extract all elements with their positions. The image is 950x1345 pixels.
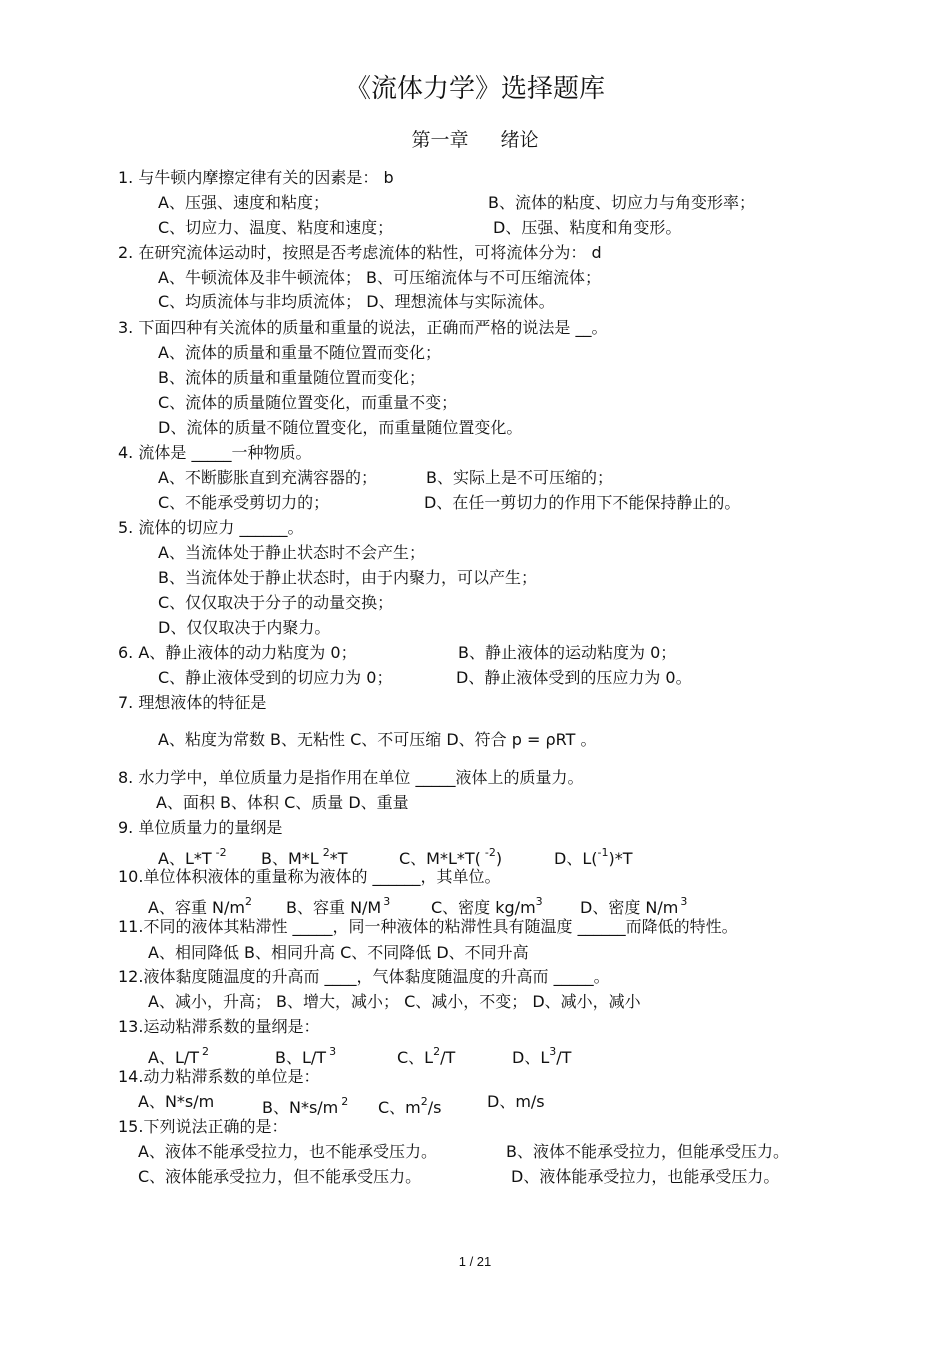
question-9: 9. 单位质量力的量纲是 xyxy=(118,818,283,837)
chapter-heading xyxy=(0,127,950,153)
q4-option-a: A、不断膨胀直到充满容器的； xyxy=(158,468,377,487)
question-8: 8. 水力学中，单位质量力是指作用在单位 _____液体上的质量力。 xyxy=(118,768,584,787)
q5-option-b: B、当流体处于静止状态时，由于内聚力，可以产生； xyxy=(158,568,537,587)
q9-option-c: C、M*L*T( $^{-2}$) xyxy=(399,846,503,868)
q14-option-a: A、N*s/m xyxy=(138,1092,215,1111)
question-6: 6. A、静止液体的动力粘度为 0； xyxy=(118,643,357,662)
q14-option-d: D、m/s xyxy=(487,1092,545,1111)
q6-option-c: C、静止液体受到的切应力为 0； xyxy=(158,668,393,687)
question-15: 15.下列说法正确的是： xyxy=(118,1117,288,1136)
q13-option-d: D、$L^3/T$ xyxy=(512,1045,572,1067)
q5-option-d: D、仅仅取决于内聚力。 xyxy=(158,618,331,637)
q10-option-a: A、容重 $N/m^2$ xyxy=(148,895,252,917)
q3-option-c: C、流体的质量随位置变化，而重量不变； xyxy=(158,393,458,412)
q13-option-c: C、$L^2/T$ xyxy=(397,1045,456,1067)
question-1: 1. 与牛顿内摩擦定律有关的因素是： b xyxy=(118,168,394,187)
q7-options: A、粘度为常数 B、无粘性 C、不可压缩 D、符合 p = ρRT 。 xyxy=(158,730,597,749)
q13-option-b: B、L/T $^3$ xyxy=(275,1045,337,1067)
q3-option-d: D、流体的质量不随位置变化，而重量随位置变化。 xyxy=(158,418,523,437)
chapter-name: 绪论 xyxy=(500,129,539,151)
q1-option-b: B、流体的粘度、切应力与角变形率； xyxy=(488,193,755,212)
document-title: 《流体力学》选择题库 xyxy=(344,74,605,104)
q15-option-a: A、液体不能承受拉力，也不能承受压力。 xyxy=(138,1142,437,1161)
q15-option-c: C、液体能承受拉力，但不能承受压力。 xyxy=(138,1167,422,1186)
q10-option-b: B、容重 N/M $^3$ xyxy=(286,895,391,917)
question-3: 3. 下面四种有关流体的质量和重量的说法，正确而严格的说法是 __。 xyxy=(118,318,608,337)
q14-option-c: C、$m^2/s$ xyxy=(378,1095,442,1117)
q1-option-a: A、压强、速度和粘度； xyxy=(158,193,329,212)
question-2: 2. 在研究流体运动时，按照是否考虑流体的粘性，可将流体分为： d xyxy=(118,243,602,262)
q9-option-b: B、M*L $^2$*T xyxy=(261,846,348,868)
q5-option-c: C、仅仅取决于分子的动量交换； xyxy=(158,593,394,612)
q8-options: A、面积 B、体积 C、质量 D、重量 xyxy=(156,793,409,812)
question-13: 13.运动粘滞系数的量纲是： xyxy=(118,1017,320,1036)
q3-option-b: B、流体的质量和重量随位置而变化； xyxy=(158,368,425,387)
q2-options-ab: A、牛顿流体及非牛顿流体； B、可压缩流体与不可压缩流体； xyxy=(158,268,602,287)
question-11: 11.不同的液体其粘滞性 _____，同一种液体的粘滞性具有随温度 ______而降低的特性。 xyxy=(118,917,738,936)
q10-option-d: D、密度 N/m $^3$ xyxy=(580,895,688,917)
q4-option-b: B、实际上是不可压缩的； xyxy=(426,468,613,487)
question-14: 14.动力粘滞系数的单位是： xyxy=(118,1067,320,1086)
q12-options: A、减小，升高； B、增大，减小； C、减小，不变； D、减小，减小 xyxy=(148,992,641,1011)
q9-option-d: D、L($^{-1}$)*T xyxy=(554,846,633,868)
q2-options-cd: C、均质流体与非均质流体； D、理想流体与实际流体。 xyxy=(158,292,555,311)
q3-option-a: A、流体的质量和重量不随位置而变化； xyxy=(158,343,441,362)
q1-option-d: D、压强、粘度和角变形。 xyxy=(493,218,682,237)
q11-options: A、相同降低 B、相同升高 C、不同降低 D、不同升高 xyxy=(148,943,529,962)
q5-option-a: A、当流体处于静止状态时不会产生； xyxy=(158,543,425,562)
q6-option-d: D、静止液体受到的压应力为 0。 xyxy=(456,668,692,687)
q6-option-b: B、静止液体的运动粘度为 0； xyxy=(458,643,677,662)
q1-option-c: C、切应力、温度、粘度和速度； xyxy=(158,218,394,237)
q15-option-d: D、液体能承受拉力，也能承受压力。 xyxy=(511,1167,780,1186)
q9-option-a: A、L*T $^{-2}$ xyxy=(158,846,227,868)
q4-option-c: C、不能承受剪切力的； xyxy=(158,493,330,512)
q15-option-b: B、液体不能承受拉力，但能承受压力。 xyxy=(506,1142,789,1161)
q10-option-c: C、密度 $kg/m^3$ xyxy=(431,895,543,917)
q4-option-d: D、在任一剪切力的作用下不能保持静止的。 xyxy=(424,493,741,512)
page-number: 1 / 21 xyxy=(458,1254,492,1269)
chapter-number: 第一章 xyxy=(411,129,469,151)
q13-option-a: A、L/T $^2$ xyxy=(148,1045,210,1067)
question-12: 12.液体黏度随温度的升高而 ____，气体黏度随温度的升高而 _____。 xyxy=(118,967,610,986)
question-7: 7. 理想液体的特征是 xyxy=(118,693,267,712)
question-5: 5. 流体的切应力 ______。 xyxy=(118,518,304,537)
question-10: 10.单位体积液体的重量称为液体的 ______，其单位。 xyxy=(118,867,501,886)
question-4: 4. 流体是 _____一种物质。 xyxy=(118,443,312,462)
q14-option-b: B、N*s/m $^2$ xyxy=(262,1095,349,1117)
